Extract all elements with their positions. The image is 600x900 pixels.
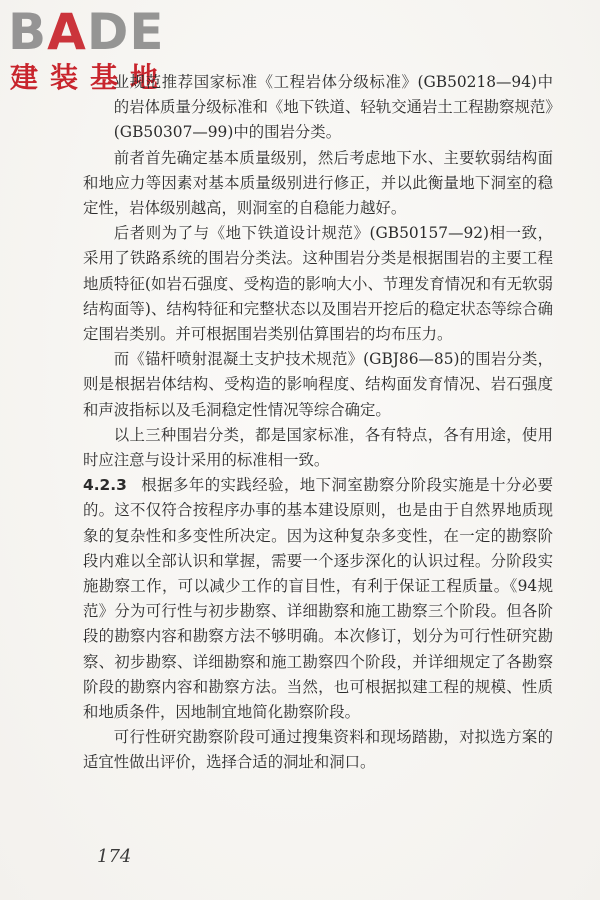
- paragraph: 业规范推荐国家标准《工程岩体分级标准》(GB50218—94)中的岩体质量分级标准和《地下铁道、轻轨交通岩土工程勘察规范》(GB50307—99)中的围岩分类。: [113, 73, 553, 142]
- paragraph: 而《锚杆喷射混凝土支护技术规范》(GBJ86—85)的围岩分类，则是根据岩体结构、受构造的影响程度、结构面发育情况、岩石强度和声波指标以及毛洞稳定性情况等综合确定。: [83, 350, 553, 419]
- section-number: 4.2.3: [83, 476, 127, 495]
- page-number: 174: [97, 846, 132, 867]
- section-paragraph: [83, 473, 553, 725]
- watermark-letter-accent: A: [47, 3, 87, 61]
- body-text: [83, 70, 553, 776]
- watermark-letters: DE: [86, 3, 165, 61]
- paragraph: 以上三种围岩分类，都是国家标准，各有特点，各有用途，使用时应注意与设计采用的标准相一致。: [83, 425, 553, 470]
- paragraph: 可行性研究勘察阶段可通过搜集资料和现场踏勘，对拟选方案的适宜性做出评价，选择合适的洞址和洞口。: [83, 728, 553, 772]
- section-text: 根据多年的实践经验，地下洞室勘察分阶段实施是十分必要的。这不仅符合按程序办事的基本建设原则，也是由于自然界地质现象的复杂性和多变性所决定。因为这种复杂多变性，在一定的勘察阶段内难以全部认识和掌握，需要一个逐步深化的认识过程。分阶段实施勘察工作，可以减少工作的盲目性，有利于保证工程质量。《94规范》分为可行性与初步勘察、详细勘察和施工勘察三个阶段。但各阶段的勘察内容和勘察方法不够明确。本次修订，划分为可行性研究勘察、初步勘察、详细勘察和施工勘察四个阶段，并详细规定了各勘察阶段的勘察内容和勘察方法。当然，也可根据拟建工程的规模、性质和地质条件，因地制宜地简化勘察阶段。: [83, 476, 553, 722]
- watermark-subtitle: 建装基地: [10, 61, 171, 94]
- watermark-letter: B: [8, 3, 48, 61]
- paragraph: 后者则为了与《地下铁道设计规范》(GB50157—92)相一致，采用了铁路系统的围岩分类法。这种围岩分类是根据围岩的主要工程地质特征(如岩石强度、受构造的影响大小、节理发育情况和有无软弱结构面等)、结构特征和完整状态以及围岩开挖后的稳定状态等综合确定围岩类别。并可根据围岩类别估算围岩的均布压力。: [83, 224, 553, 344]
- paragraph: 前者首先确定基本质量级别，然后考虑地下水、主要软弱结构面和地应力等因素对基本质量级别进行修正，并以此衡量地下洞室的稳定性，岩体级别越高，则洞室的自稳能力越好。: [83, 148, 553, 218]
- watermark-brand-text: [8, 4, 165, 60]
